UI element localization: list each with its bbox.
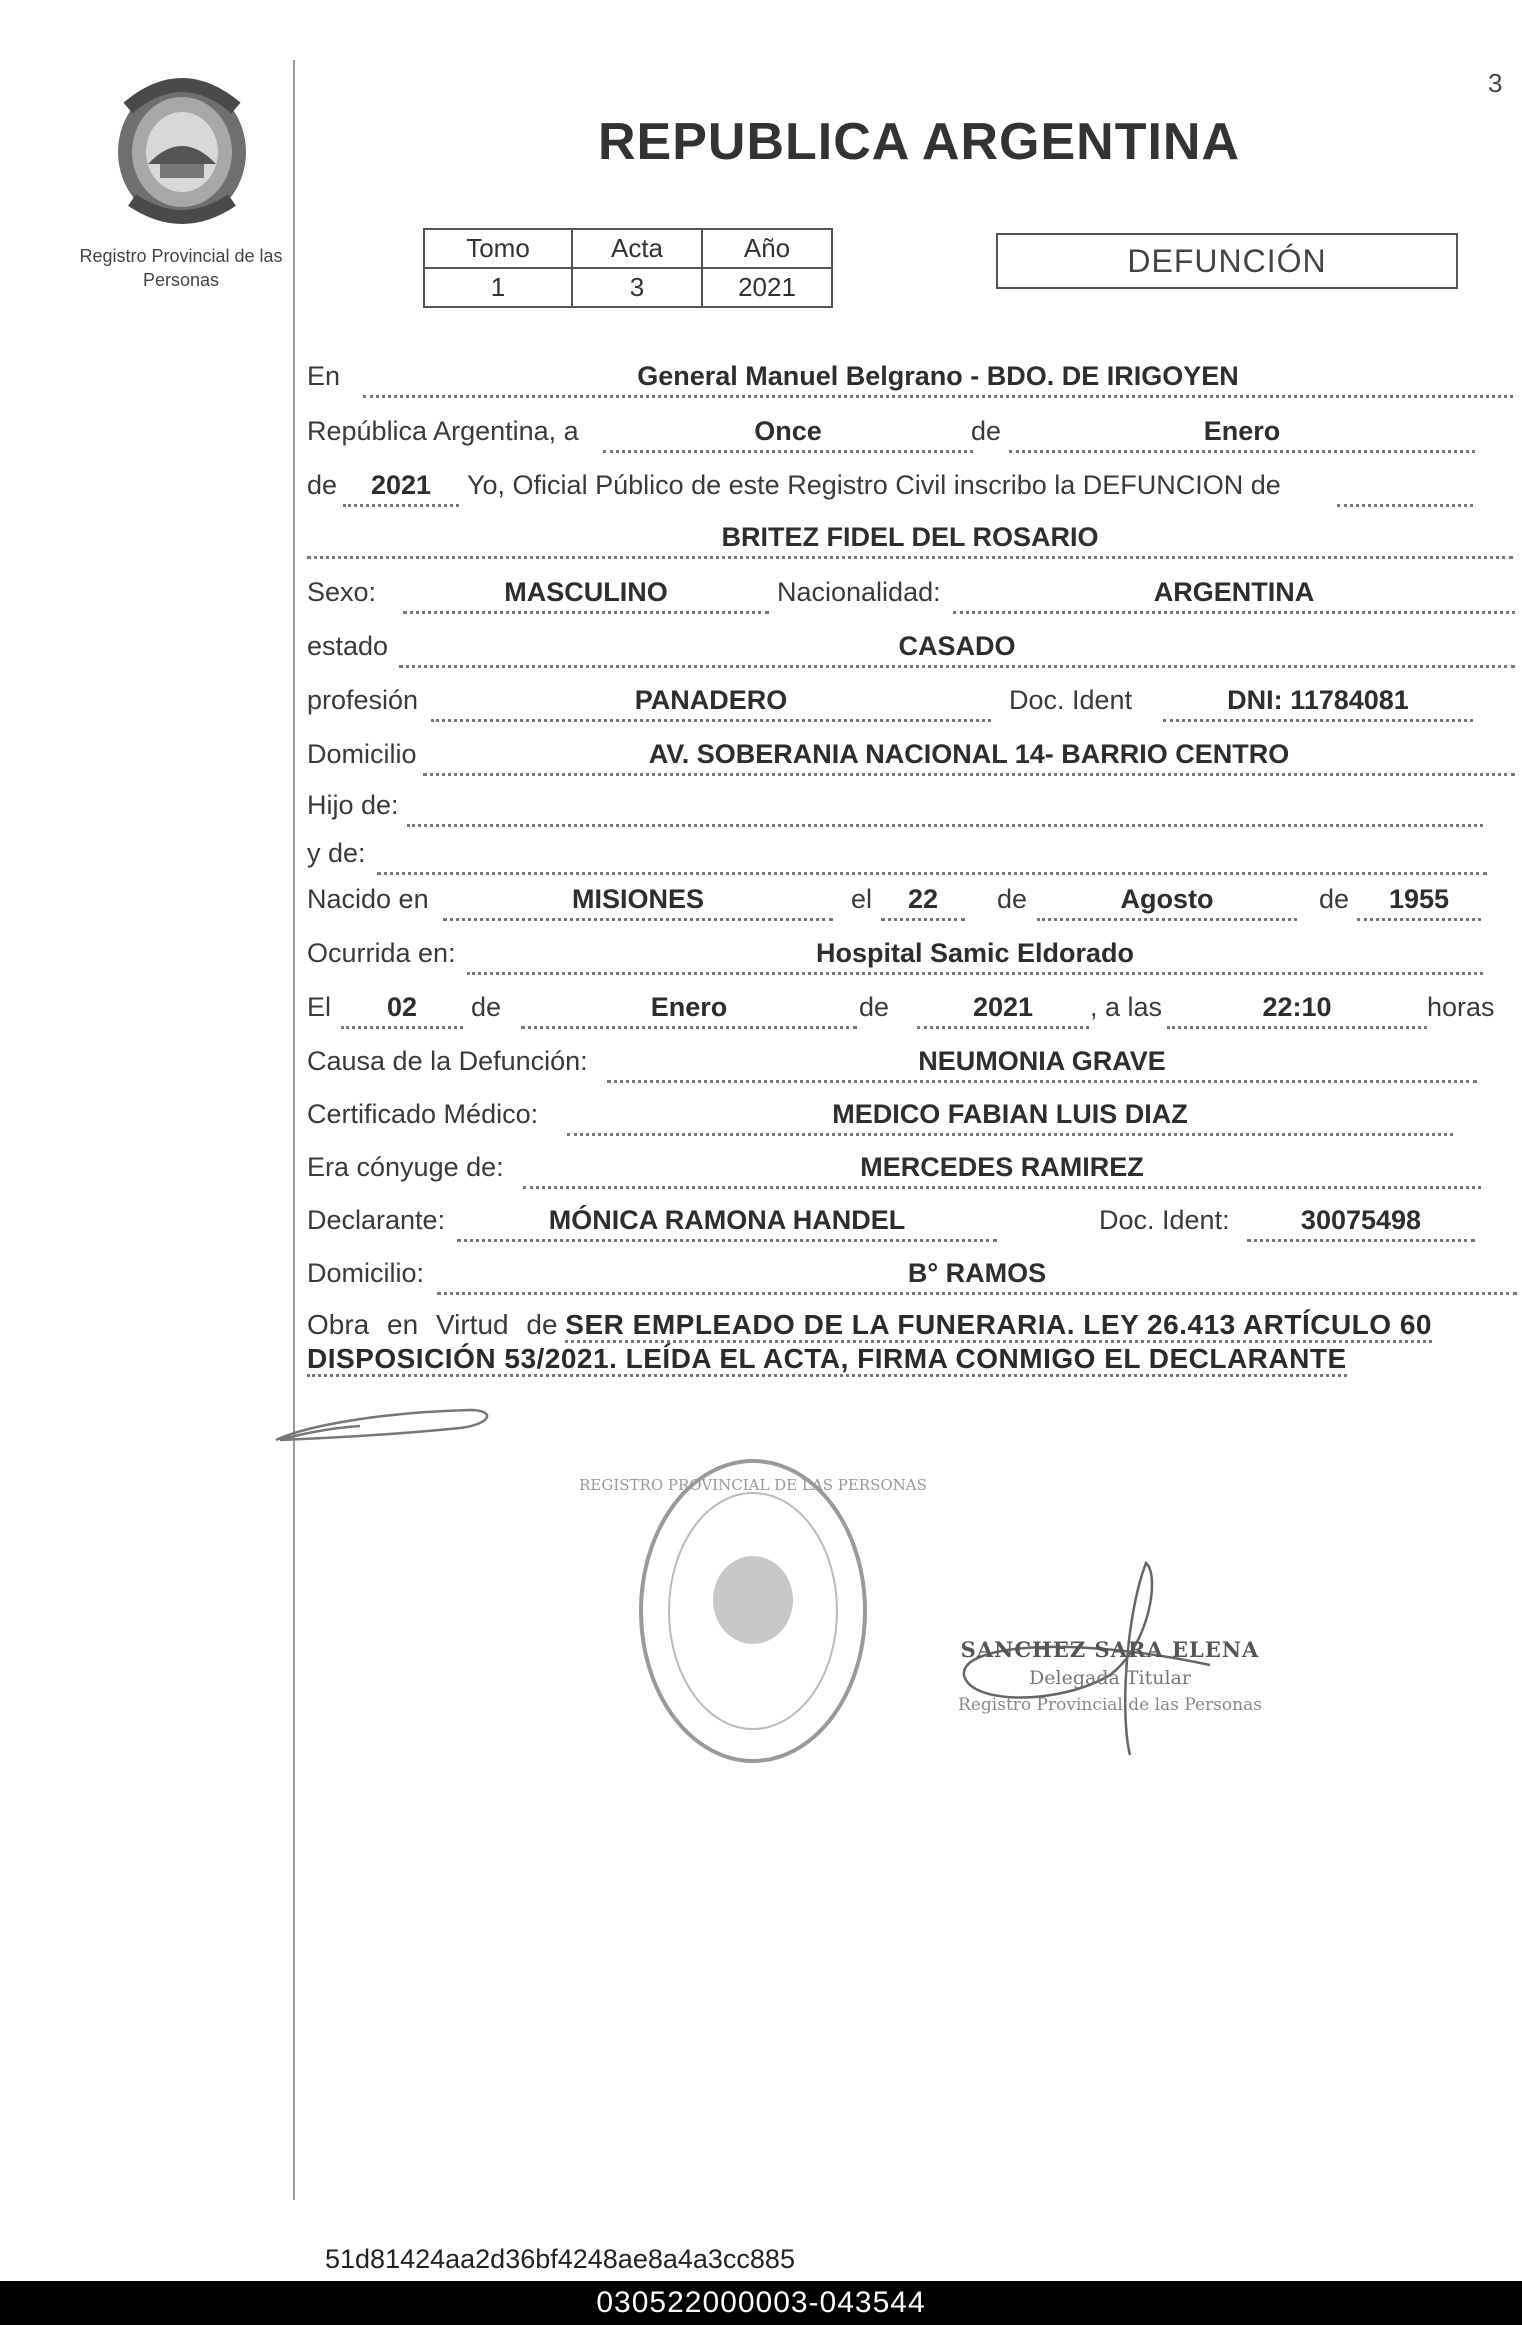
registry-header-acta: Acta: [572, 229, 702, 268]
inscribo-text: Yo, Oficial Público de este Registro Civil inscribo la DEFUNCION de: [467, 470, 1281, 500]
doc-ident2-value: 30075498: [1247, 1205, 1475, 1242]
nacido-mes: Agosto: [1037, 884, 1297, 921]
domicilio2-label: Domicilio:: [307, 1258, 425, 1288]
domicilio2-value: B° RAMOS: [437, 1258, 1517, 1295]
row-domicilio: [307, 739, 1517, 779]
domicilio-value: AV. SOBERANIA NACIONAL 14- BARRIO CENTRO: [423, 739, 1515, 776]
doc-ident-value: DNI: 11784081: [1163, 685, 1473, 722]
en-value: General Manuel Belgrano - BDO. DE IRIGOYEN: [363, 361, 1513, 398]
nacionalidad-label: Nacionalidad:: [777, 577, 941, 607]
profesion-value: PANADERO: [431, 685, 991, 722]
signer-role: Delegada Titular: [1029, 1667, 1191, 1689]
document-hash: 51d81424aa2d36bf4248ae8a4a3cc885: [325, 2244, 795, 2274]
row-causa: [307, 1046, 1517, 1086]
ocurrida-label: Ocurrida en:: [307, 938, 456, 968]
conyuge-value: MERCEDES RAMIREZ: [523, 1152, 1481, 1189]
a-las-label: , a las: [1090, 992, 1163, 1022]
fallec-anio: 2021: [917, 992, 1089, 1029]
dia-value: Once: [603, 416, 973, 453]
signer-office: Registro Provincial de las Personas: [958, 1695, 1262, 1715]
official-stamp: [579, 1450, 927, 1772]
declarante-label: Declarante:: [307, 1205, 446, 1235]
el2-label: El: [307, 992, 332, 1022]
registry-table: [423, 228, 833, 308]
nombre-value: BRITEZ FIDEL DEL ROSARIO: [307, 522, 1513, 559]
anio-value: 2021: [343, 470, 459, 507]
row-fallecimiento: [307, 992, 1517, 1032]
nacido-anio: 1955: [1357, 884, 1481, 921]
nacido-lugar: MISIONES: [443, 884, 833, 921]
nacionalidad-value: ARGENTINA: [953, 577, 1515, 614]
republica-label: República Argentina, a: [307, 416, 579, 446]
de-label: de: [971, 416, 1002, 446]
page-number: 3: [1488, 68, 1503, 98]
nacido-de-label: de: [997, 884, 1028, 914]
nacido-dia: 22: [881, 884, 965, 921]
document-type-box: DEFUNCIÓN: [996, 233, 1458, 289]
row-nombre: [307, 522, 1517, 562]
left-margin-rule: [293, 60, 295, 2200]
registry-value-acta: 3: [572, 268, 702, 307]
declarant-signature: [270, 1390, 500, 1460]
registry-value-anio: 2021: [702, 268, 832, 307]
registry-header-tomo: Tomo: [424, 229, 572, 268]
ocurrida-value: Hospital Samic Eldorado: [467, 938, 1483, 975]
obra-value: SER EMPLEADO DE LA FUNERARIA. LEY 26.413 ARTÍCULO 60 DISPOSICIÓN 53/2021. LEÍDA EL ACTA, FIRMA CONMIGO EL DECLARANTE: [307, 1309, 1432, 1377]
hijo-value: [407, 790, 1483, 827]
row-estado: [307, 631, 1517, 671]
row-conyuge: [307, 1152, 1517, 1192]
row-hijo: [307, 790, 1517, 830]
y-de-label: y de:: [307, 838, 366, 868]
profesion-label: profesión: [307, 685, 419, 715]
row-ocurrida: [307, 938, 1517, 978]
row-y-de: [307, 838, 1517, 878]
estado-value: CASADO: [399, 631, 1515, 668]
sexo-label: Sexo:: [307, 577, 377, 607]
hijo-label: Hijo de:: [307, 790, 399, 820]
row-declarante: [307, 1205, 1517, 1245]
fallec-de-label-2: de: [859, 992, 890, 1022]
el-label: el: [851, 884, 873, 914]
certificado-value: MEDICO FABIAN LUIS DIAZ: [567, 1099, 1453, 1136]
y-de-value: [377, 838, 1487, 875]
conyuge-label: Era cónyuge de:: [307, 1152, 504, 1182]
registry-value-tomo: 1: [424, 268, 572, 307]
certificado-label: Certificado Médico:: [307, 1099, 539, 1129]
causa-value: NEUMONIA GRAVE: [607, 1046, 1477, 1083]
en-label: En: [307, 361, 341, 391]
row-inscribo: [307, 470, 1517, 510]
fallec-de-label: de: [471, 992, 502, 1022]
domicilio-label: Domicilio: [307, 739, 417, 769]
doc-ident2-label: Doc. Ident:: [1099, 1205, 1230, 1235]
horas-label: horas: [1427, 992, 1495, 1022]
fallec-hora: 22:10: [1167, 992, 1427, 1029]
nacido-label: Nacido en: [307, 884, 429, 914]
row-nacido: [307, 884, 1517, 924]
doc-ident-label: Doc. Ident: [1009, 685, 1133, 715]
causa-label: Causa de la Defunción:: [307, 1046, 588, 1076]
mes-value: Enero: [1009, 416, 1475, 453]
signer-name: SANCHEZ SARA ELENA: [960, 1637, 1260, 1662]
declarante-value: MÓNICA RAMONA HANDEL: [457, 1205, 997, 1242]
nacido-de-label-2: de: [1319, 884, 1350, 914]
registry-header-anio: Año: [702, 229, 832, 268]
row-sexo: [307, 577, 1517, 617]
fallec-mes: Enero: [521, 992, 857, 1029]
sexo-value: MASCULINO: [403, 577, 769, 614]
row-en: [307, 361, 1517, 401]
inscribo-trail: [1337, 470, 1473, 507]
stamp-text: REGISTRO PROVINCIAL DE LAS PERSONAS: [579, 1476, 927, 1494]
row-profesion: [307, 685, 1517, 725]
row-fecha: [307, 416, 1517, 456]
registry-office-label: Registro Provincial de las Personas: [79, 246, 283, 290]
fallec-dia: 02: [341, 992, 463, 1029]
obra-paragraph: [307, 1308, 1510, 1376]
de-label-2: de: [307, 470, 338, 500]
obra-label: Obra en Virtud de: [307, 1309, 558, 1340]
signer-block: [950, 1555, 1270, 1765]
estado-label: estado: [307, 631, 389, 661]
document-title: REPUBLICA ARGENTINA: [598, 113, 1241, 171]
barcode-number: 030522000003-043544: [596, 2286, 926, 2319]
province-seal-icon: [108, 68, 256, 228]
row-domicilio2: [307, 1258, 1517, 1298]
row-certificado: [307, 1099, 1517, 1139]
